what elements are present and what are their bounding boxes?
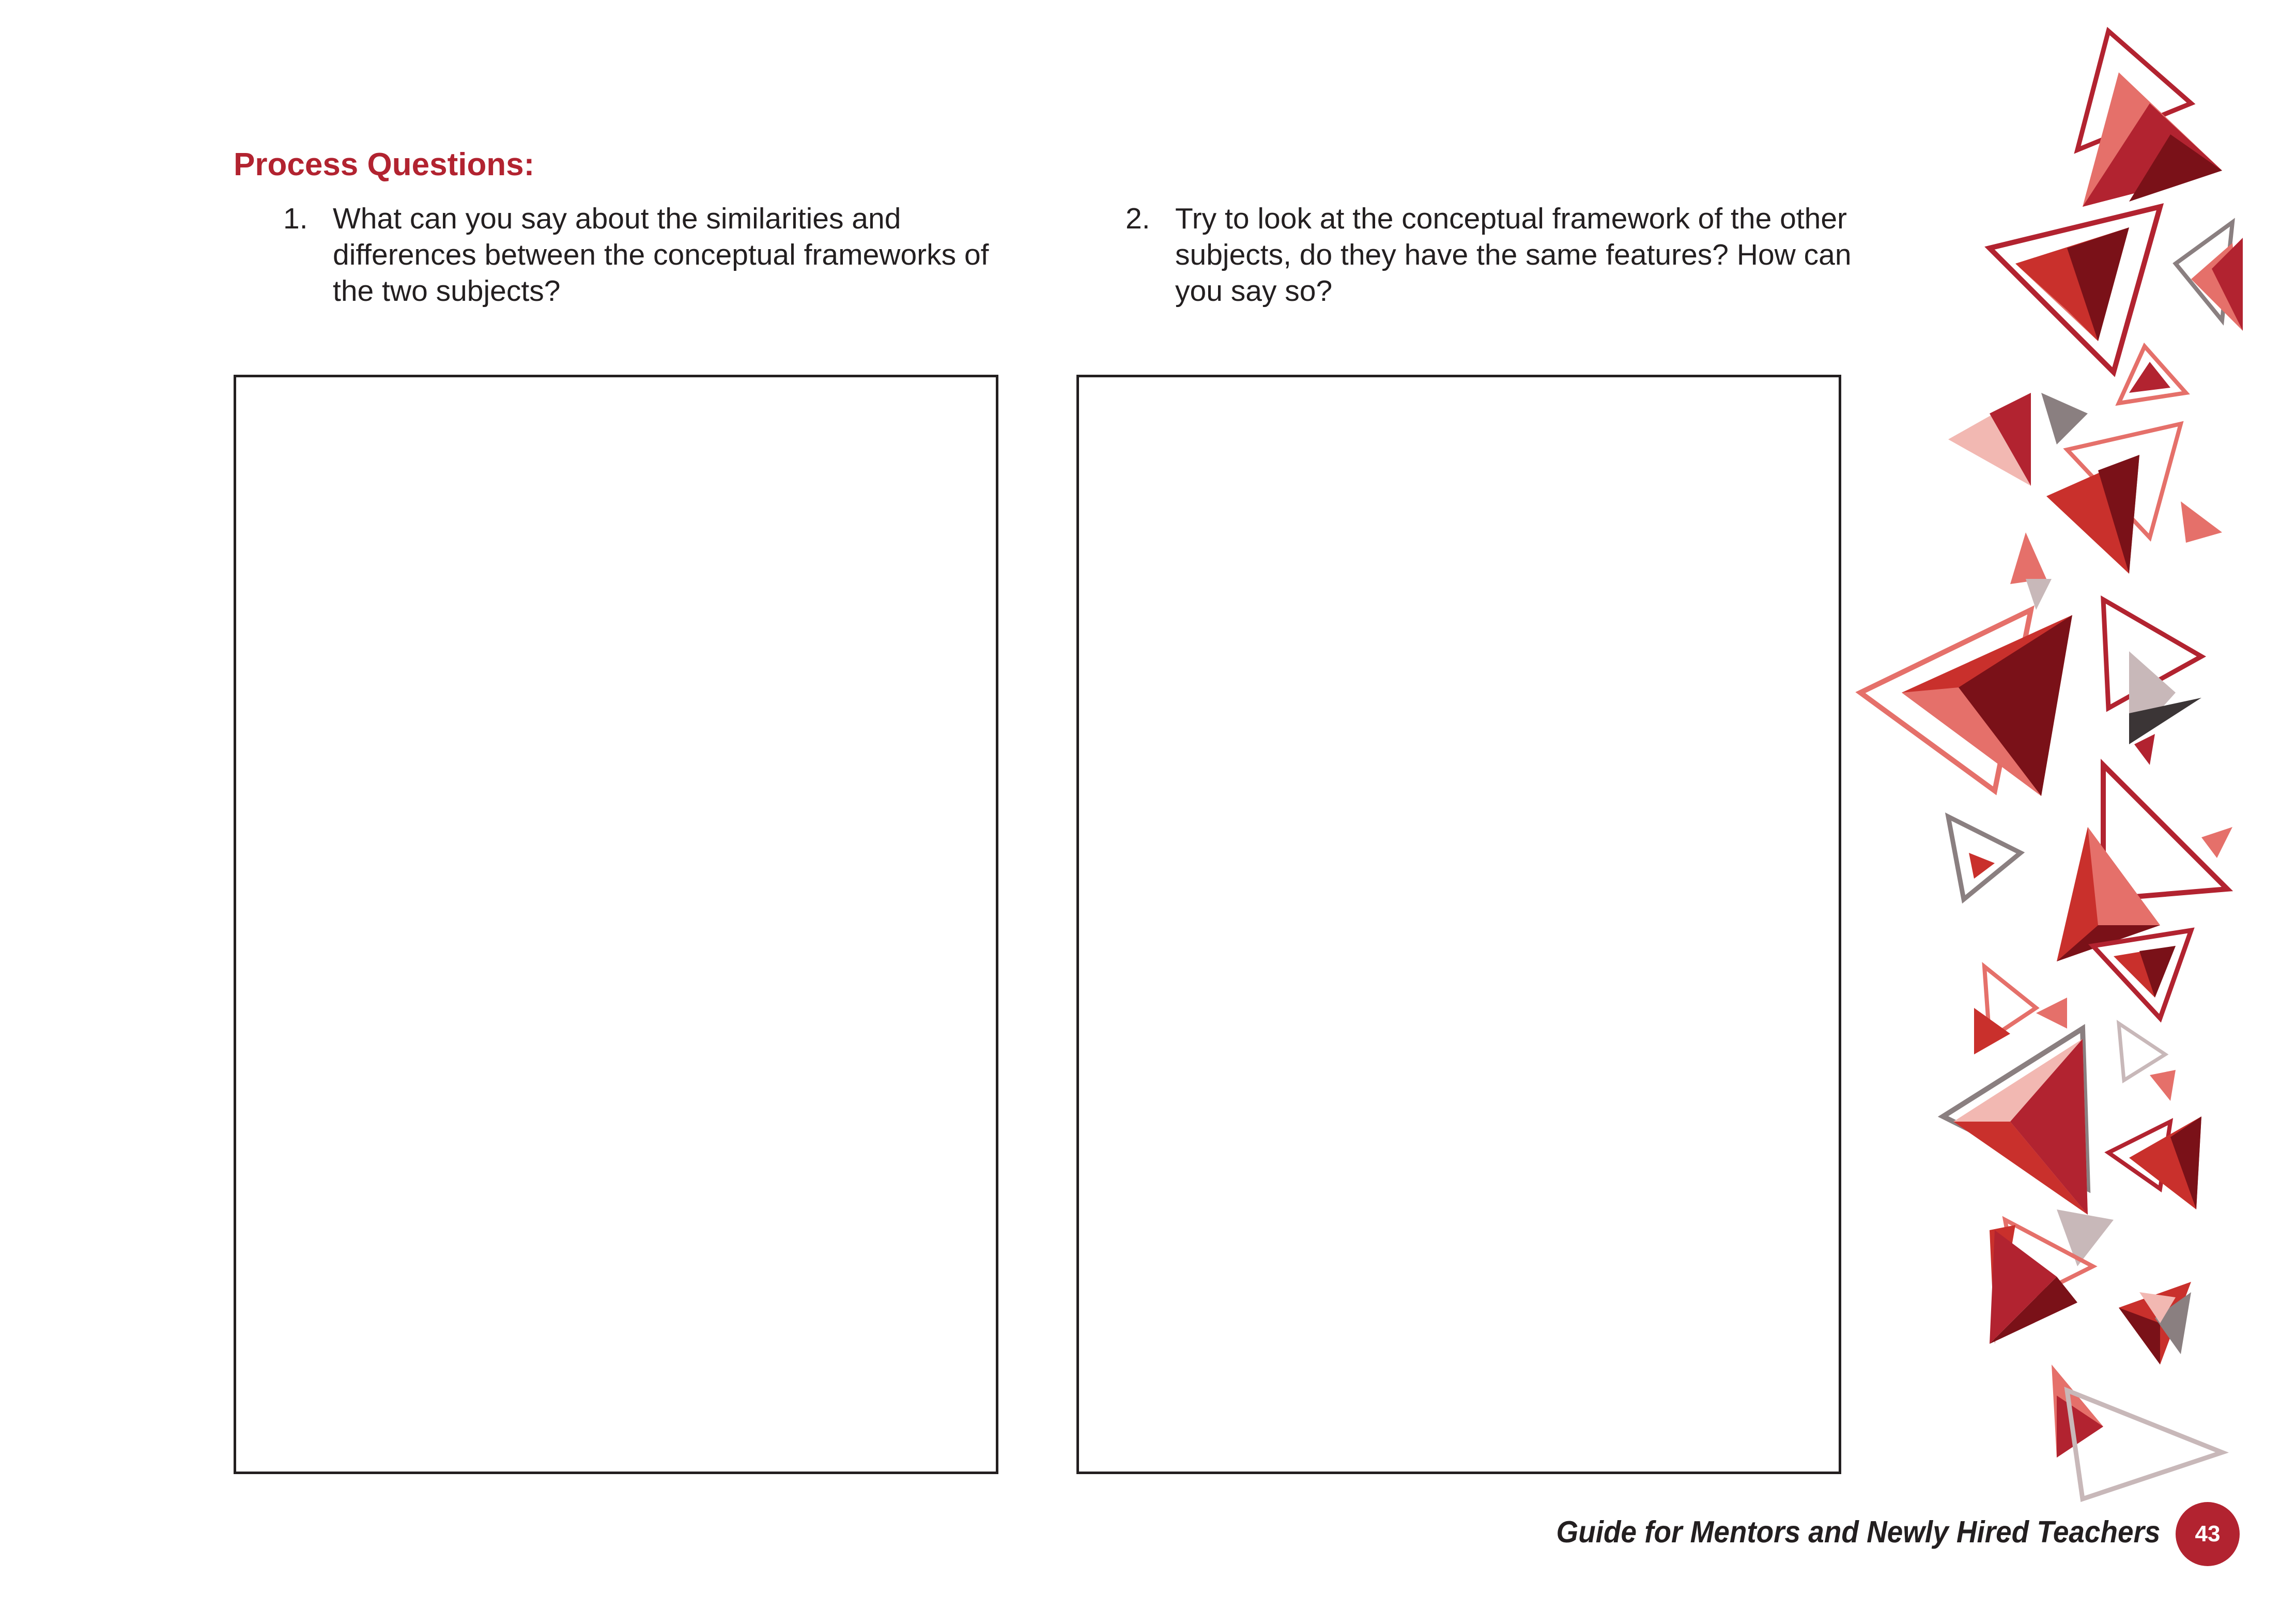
question-1-number: 1. <box>283 202 308 235</box>
answer-box-question-2[interactable] <box>1076 375 1841 1474</box>
question-1 <box>283 201 1017 309</box>
red-triangle-pattern-icon <box>1840 0 2296 1624</box>
question-1-text: What can you say about the similarities and differences between the conceptual frameworks of the two subjects? <box>333 202 989 308</box>
question-2-number: 2. <box>1126 202 1150 235</box>
answer-box-question-1[interactable] <box>234 375 998 1474</box>
section-heading: Process Questions: <box>234 147 535 182</box>
footer-title: Guide for Mentors and Newly Hired Teachers <box>1556 1515 2161 1549</box>
question-2-text: Try to look at the conceptual framework of the other subjects, do they have the same features? How can you say so? <box>1175 202 1852 308</box>
page-number-badge: 43 <box>2176 1502 2240 1566</box>
question-2 <box>1126 201 1875 309</box>
